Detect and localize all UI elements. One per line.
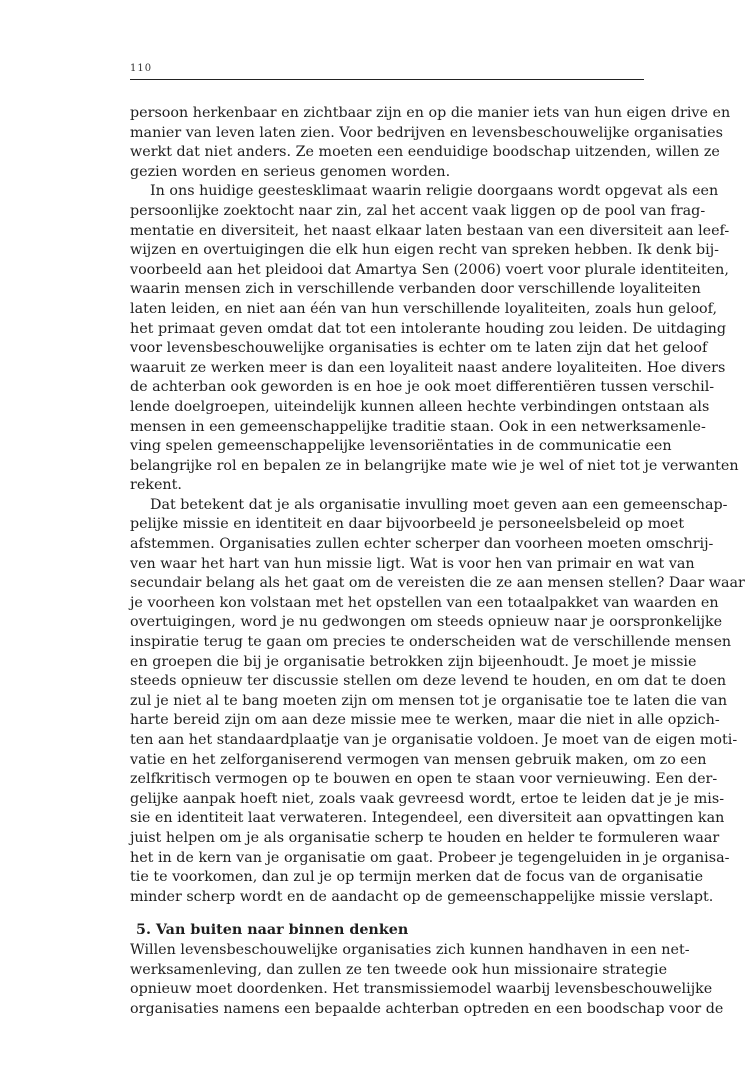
text-line: mensen in een gemeenschappelijke traditie staan. Ook in een netwerksamenle- [130, 418, 706, 435]
text-line: de achterban ook geworden is en hoe je ook moet differentiëren tussen verschil- [130, 379, 715, 396]
text-line: persoonlijke zoektocht naar zin, zal het accent vaak liggen op de pool van frag- [130, 202, 706, 219]
section-spacing [130, 907, 644, 921]
paragraph-1 [130, 104, 731, 182]
text-line: belangrijke rol en bepalen ze in belangrijke mate wie je wel of niet tot je verwanten [130, 457, 739, 474]
text-line: mentatie en diversiteit, het naast elkaar laten bestaan van een diversiteit aan leef- [130, 222, 730, 239]
text-line: werksamenleving, dan zullen ze ten tweede ook hun missionaire strategie [130, 961, 668, 978]
text-line: sie en identiteit laat verwateren. Integendeel, een diversiteit aan opvattingen kan [130, 810, 725, 827]
text-line: overtuigingen, word je nu gedwongen om steeds opnieuw naar je oorspronkelijke [130, 614, 723, 631]
text-line: secundair belang als het gaat om de vereisten die ze aan mensen stellen? Daar waar [130, 575, 745, 592]
text-line: zul je niet al te bang moeten zijn om mensen tot je organisatie toe te laten die van [130, 692, 728, 709]
text-line: inspiratie terug te gaan om precies te onderscheiden wat de verschillende mensen [130, 634, 732, 651]
text-line: juist helpen om je als organisatie scherp te houden en helder te formuleren waar [130, 829, 720, 846]
text-line: In ons huidige geestesklimaat waarin religie doorgaans wordt opgevat als een [150, 183, 719, 200]
text-line: ving spelen gemeenschappelijke levensoriëntaties in de communicatie een [130, 438, 672, 455]
text-line: organisaties namens een bepaalde achterban optreden en een boodschap voor de [130, 1000, 724, 1017]
text-line: waaruit ze werken meer is dan een loyaliteit naast andere loyaliteiten. Hoe divers [130, 359, 726, 376]
text-line: zelfkritisch vermogen op te bouwen en open te staan voor vernieuwing. Een der- [130, 771, 718, 788]
text-line: en groepen die bij je organisatie betrokken zijn bijeenhoudt. Je moet je missie [130, 653, 697, 670]
text-line: voorbeeld aan het pleidooi dat Amartya Sen (2006) voert voor plurale identiteiten, [130, 261, 729, 278]
text-line: rekent. [130, 477, 182, 494]
text-line: steeds opnieuw ter discussie stellen om deze levend te houden, en om dat te doen [130, 673, 727, 690]
paragraph-4 [130, 941, 724, 1019]
paragraph-2 [130, 182, 739, 496]
text-line: je voorheen kon volstaan met het opstellen van een totaalpakket van waarden en [130, 594, 719, 611]
section-heading: 5. Van buiten naar binnen denken [136, 922, 409, 939]
text-line: persoon herkenbaar en zichtbaar zijn en op die manier iets van hun eigen drive en [130, 105, 731, 121]
text-line: manier van leven laten zien. Voor bedrijven en levensbeschouwelijke organisaties [130, 124, 723, 141]
text-line: ten aan het standaardplaatje van je organisatie voldoen. Je moet van de eigen moti- [130, 732, 738, 748]
text-line: werkt dat niet anders. Ze moeten een eenduidige boodschap uitzenden, willen ze [130, 144, 720, 161]
page-number: 110 [130, 63, 153, 74]
text-line: waarin mensen zich in verschillende verbanden door verschillende loyaliteiten [130, 281, 701, 298]
text-line: gelijke aanpak hoeft niet, zoals vaak gevreesd wordt, ertoe te leiden dat je je mis- [130, 790, 725, 807]
text-line: het primaat geven omdat dat tot een intolerante houding zou leiden. De uitdaging [130, 320, 727, 337]
header-rule [130, 79, 644, 80]
text-line: het in de kern van je organisatie om gaat. Probeer je tegengeluiden in je organisa- [130, 849, 730, 866]
text-line: tie te voorkomen, dan zul je op termijn merken dat de focus van de organisatie [130, 869, 704, 886]
text-line: voor levensbeschouwelijke organisaties is echter om te laten zijn dat het geloof [130, 340, 708, 357]
text-line: harte bereid zijn om aan deze missie mee te werken, maar die niet in alle opzich- [130, 712, 720, 729]
paragraph-3 [130, 496, 745, 907]
text-line: vatie en het zelforganiserend vermogen van mensen gebruik maken, om zo een [130, 751, 707, 768]
text-line: pelijke missie en identiteit en daar bijvoorbeeld je personeelsbeleid op moet [130, 516, 685, 533]
text-line: wijzen en overtuigingen die elk hun eigen recht van spreken hebben. Ik denk bij- [130, 242, 719, 259]
body-text [130, 104, 745, 1019]
text-line: Willen levensbeschouwelijke organisaties zich kunnen handhaven in een net- [130, 941, 690, 958]
text-line: gezien worden en serieus genomen worden. [130, 163, 451, 180]
text-line: ven waar het hart van hun missie ligt. Wat is voor hen van primair en wat van [130, 555, 695, 572]
text-line: Dat betekent dat je als organisatie invulling moet geven aan een gemeenschap- [150, 496, 728, 513]
text-line: laten leiden, en niet aan één van hun verschillende loyaliteiten, zoals hun geloof, [130, 300, 717, 317]
text-line: lende doelgroepen, uiteindelijk kunnen alleen hechte verbindingen ontstaan als [130, 398, 710, 415]
text-line: afstemmen. Organisaties zullen echter scherper dan voorheen moeten omschrij- [130, 536, 714, 553]
text-line: opnieuw moet doordenken. Het transmissiemodel waarbij levensbeschouwelijke [130, 981, 713, 998]
text-line: minder scherp wordt en de aandacht op de gemeenschappelijke missie verslapt. [130, 888, 714, 905]
